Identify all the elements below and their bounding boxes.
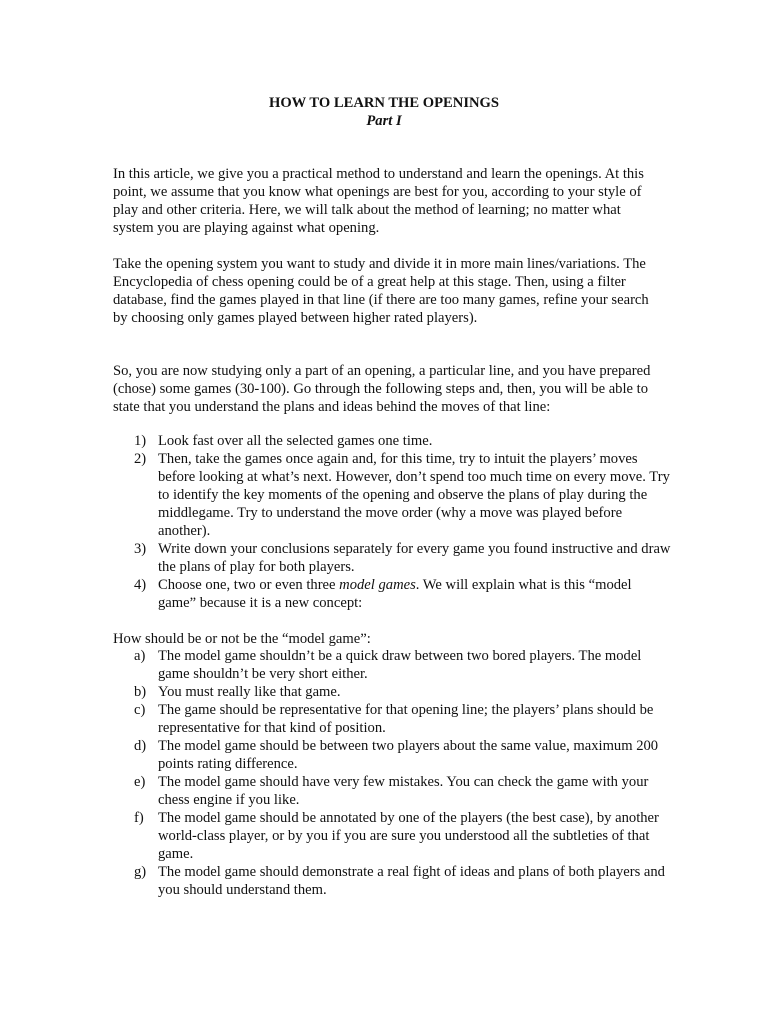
criteria-list (113, 647, 673, 899)
list-item-text (158, 576, 673, 612)
study-paragraph: So, you are now studying only a part of an opening, a particular line, and you have prepared (chose) some games (30-100). Go through the following steps and, then, you will be able to state that you understand the plans and ideas behind the moves of that line: (113, 363, 651, 415)
criteria-intro: How should be or not be the “model game”: (113, 631, 371, 647)
list-item (113, 863, 673, 899)
list-item-text: The model game should have very few mistakes. You can check the game with your chess engine if you like. (158, 774, 649, 808)
list-item (113, 647, 673, 683)
list-item (113, 773, 673, 809)
list-item-text: The model game shouldn’t be a quick draw between two bored players. The model game shouldn’t be very short either. (158, 648, 642, 682)
list-marker: g) (134, 864, 147, 880)
list-marker: e) (134, 774, 146, 790)
list-item (113, 540, 673, 576)
method-paragraph: Take the opening system you want to study and divide it in more main lines/variations. The Encyclopedia of chess opening could be of a great help at this stage. Then, using a filter database, find the games played in that line (if there are too many games, refine your search by choosing only games played between higher rated players). (113, 256, 649, 326)
list-item-text-part: . We will explain what is this “model game” because it is a new concept: (158, 577, 632, 611)
title-block (0, 94, 768, 130)
list-item (113, 737, 673, 773)
document-title: HOW TO LEARN THE OPENINGS (268, 95, 500, 111)
steps-list (113, 432, 673, 612)
list-item (113, 701, 673, 737)
list-item-text: You must really like that game. (158, 684, 341, 700)
list-marker: f) (134, 810, 144, 826)
list-marker: 1) (134, 433, 147, 449)
list-marker: 4) (134, 577, 147, 593)
list-marker: c) (134, 702, 146, 718)
list-item-text: The model game should be between two players about the same value, maximum 200 points rating difference. (158, 738, 659, 772)
list-item-text: The model game should be annotated by one of the players (the best case), by another world-class player, or by you if you are sure you understood all the subtleties of that game. (158, 810, 659, 862)
intro-paragraph: In this article, we give you a practical method to understand and learn the openings. At this point, we assume that you know what openings are best for you, according to your style of play and other criteria. Here, we will talk about the method of learning; no matter what system you are playing against what opening. (113, 166, 644, 236)
model-games-emphasis: model games (339, 577, 416, 593)
list-marker: 3) (134, 541, 147, 557)
list-marker: a) (134, 648, 146, 664)
list-item-text-part: Choose one, two or even three (158, 577, 340, 593)
list-item-text: Then, take the games once again and, for this time, try to intuit the players’ moves before looking at what’s next. However, don’t spend too much time on every move. Try to identify the key moments of the opening and observe the plans of play during the middlegame. Try to understand the move order (why a move was played before another). (158, 451, 670, 539)
list-item (113, 576, 673, 612)
list-item (113, 683, 673, 701)
list-item (113, 809, 673, 863)
list-item-text: The model game should demonstrate a real fight of ideas and plans of both players and you should understand them. (158, 864, 665, 898)
list-item (113, 450, 673, 540)
list-marker: d) (134, 738, 147, 754)
list-item-text: Look fast over all the selected games one time. (158, 433, 433, 449)
list-marker: 2) (134, 451, 147, 467)
list-item-text: Write down your conclusions separately for every game you found instructive and draw the plans of play for both players. (158, 541, 671, 575)
document-subtitle: Part I (366, 113, 402, 129)
list-item (113, 432, 673, 450)
list-item-text: The game should be representative for that opening line; the players’ plans should be representative for that kind of position. (158, 702, 654, 736)
list-marker: b) (134, 684, 147, 700)
